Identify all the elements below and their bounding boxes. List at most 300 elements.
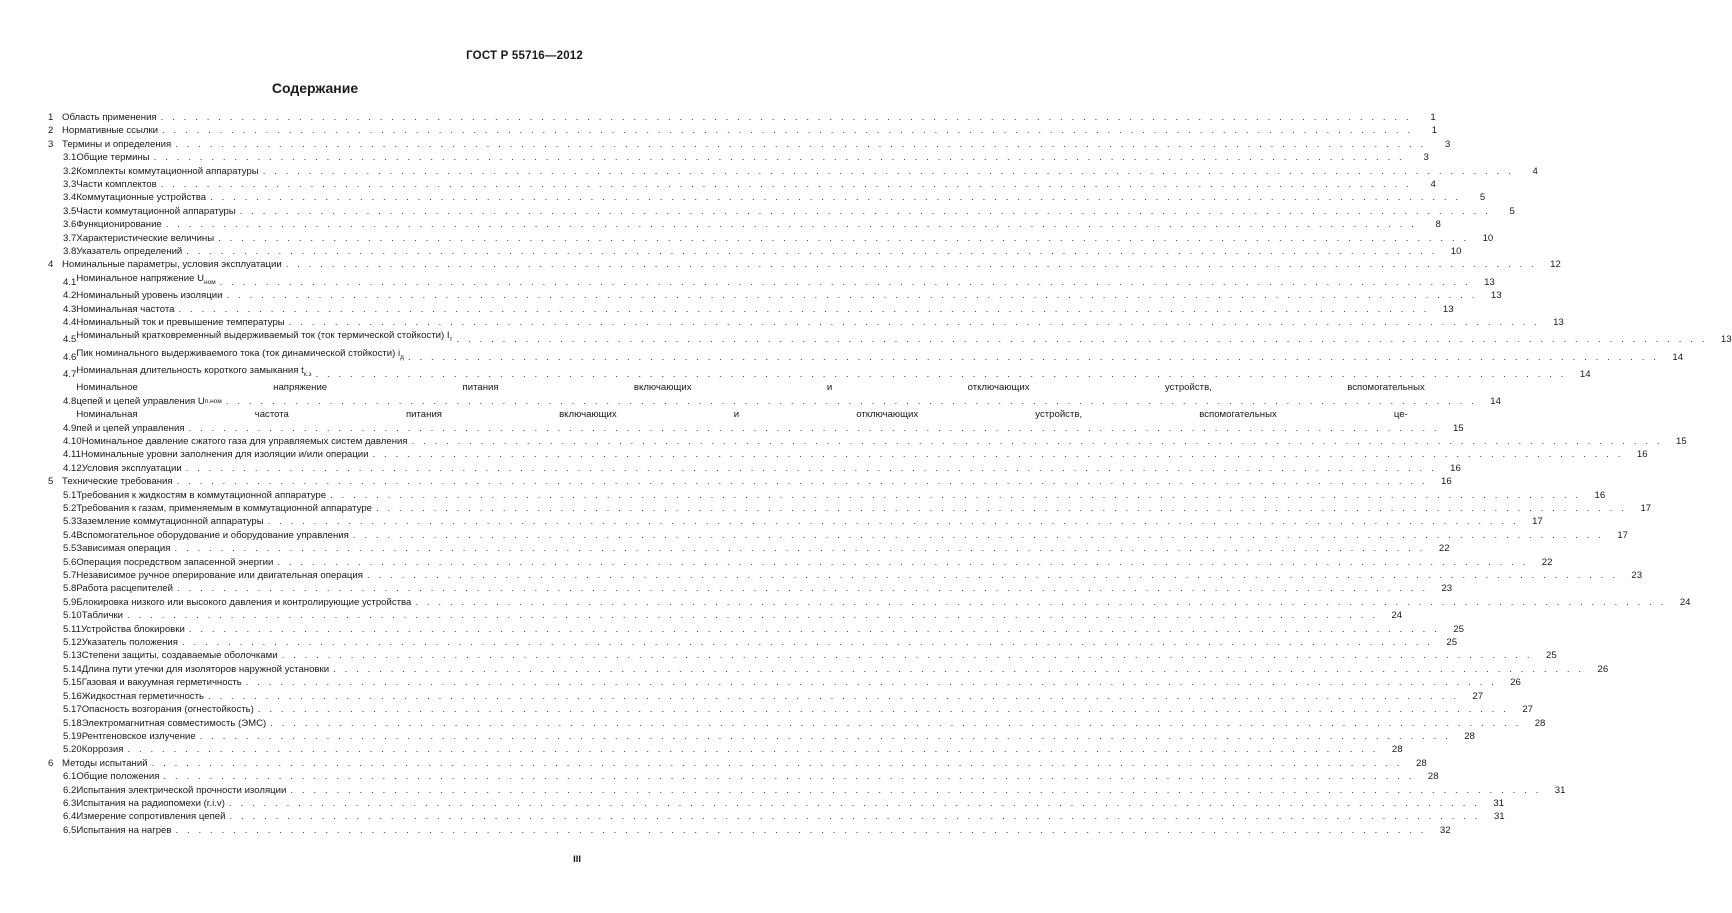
toc-entry-number: 5.19 [63,730,82,742]
toc-entry [48,151,1429,164]
toc-leader-dots [200,730,1451,743]
toc-entry-title-line2 [76,422,1464,435]
toc-entry-title [76,178,156,191]
toc-leader-dots [315,368,1566,381]
toc-entry-title [76,542,170,555]
toc-entry-page: 31 [1493,797,1505,809]
toc-entry-number: 5.16 [63,690,82,702]
toc-entry [48,676,1521,689]
toc-leader-dots [152,757,1403,770]
toc-entry-number: 6.3 [63,797,77,809]
page-number: III [573,854,581,865]
toc-entry-number: 6.4 [63,811,77,823]
toc-entry-title-text: Газовая и вакуумная герметичность [81,677,242,689]
toc-entry-title-line1: Номинальная частота питания включающих и отключающих устройств, вспомогательных це- [76,409,1408,421]
toc-entry-number: 5.14 [63,663,82,675]
toc-entry-title-text: Функционирование [76,219,162,231]
toc-entry-title [62,124,158,137]
toc-entry-title [62,757,148,770]
toc-entry-title [76,784,286,797]
toc-entry [48,232,1494,245]
toc-leader-dots [330,489,1581,502]
toc-entry-title [76,151,149,164]
toc-entry-title [76,272,215,289]
toc-entry-number: 4.9 [63,422,77,434]
toc-entry-title [76,569,363,582]
toc-entry-title [82,636,178,649]
toc-entry [48,542,1450,555]
toc-entry-page: 22 [1438,543,1450,555]
toc-entry-number: 5.10 [63,610,82,622]
toc-entry-page: 25 [1446,637,1458,649]
toc-entry-number: 3.6 [63,219,77,231]
toc-entry [48,475,1452,488]
toc-leader-dots [218,232,1469,245]
toc-leader-dots [161,178,1412,191]
toc-entry-title [82,609,123,622]
toc-entry-title-text: Коммутационные устройства [76,192,207,204]
toc-entry-title-line1: Номинальное напряжение питания включающих и отключающих устройств, вспомогательных [76,382,1425,394]
toc-leader-dots [408,351,1659,364]
toc-entry-title-text: Комплекты коммутационной аппаратуры [76,165,259,177]
toc-entry-page: 13 [1490,290,1502,302]
toc-entry [48,623,1464,636]
toc-leader-dots [186,462,1437,475]
toc-entry-title-text: Рентгеновское излучение [81,730,196,742]
toc-entry-title-text: Номинальная частота [76,303,175,315]
toc-leader-dots [277,556,1528,569]
toc-entry-title-text: Характеристические величины [76,232,215,244]
toc-entry [48,272,1495,289]
toc-entry-title-text: Номинальный ток и превышение температуры [76,317,285,328]
toc-entry-page: 17 [1532,516,1543,528]
toc-entry-title-text: Устройства блокировки [80,623,185,635]
toc-entry [48,165,1538,178]
toc-entry-title-text: Независимое ручное оперирование или двигательная операция [76,570,363,582]
toc-entry [48,303,1454,316]
toc-entry-title-line2 [76,395,1501,408]
toc-entry-title [62,138,171,151]
toc-entry-page: 23 [1631,570,1643,582]
toc-entry-page: 15 [1676,435,1687,447]
toc-entry-number: 6.2 [63,784,77,796]
toc-leader-dots [289,316,1540,329]
toc-leader-dots [456,333,1707,346]
toc-entry-number: 5.12 [63,637,82,649]
toc-entry-title-text: Испытания на радиопомехи (r.i.v) [76,797,225,809]
toc-title: Содержание [271,80,359,96]
toc-entry [48,757,1427,770]
toc-entry-page: 26 [1510,677,1521,689]
toc-entry-page: 28 [1391,744,1403,756]
toc-entry-title [76,582,173,595]
toc-entry [48,810,1505,823]
toc-entry-title-text: Методы испытаний [62,757,148,769]
toc-entry-number: 4.2 [63,290,77,302]
toc-entry-subscript: к.з [303,370,312,378]
toc-entry-title [76,810,225,823]
toc-leader-dots [178,303,1429,316]
toc-entry-title-text: Испытания электрической прочности изоляции [76,784,287,796]
toc-entry-title-text: Номинальный уровень изоляции [76,290,223,302]
toc-leader-dots [208,690,1459,703]
toc-entry-page: 13 [1484,276,1495,288]
toc-entry-number: 4.12 [63,462,82,474]
toc-entry-page: 4 [1430,179,1436,191]
toc-entry-number: 3 [48,138,54,150]
table-of-contents [48,111,1732,837]
toc-leader-dots [290,784,1541,797]
toc-entry [48,797,1505,810]
toc-entry-title [76,316,284,329]
toc-entry-page: 16 [1441,476,1452,488]
toc-entry-number: 5.20 [63,744,82,756]
toc-leader-dots [177,475,1428,488]
toc-entry-title-text: Зависимая операция [76,543,171,555]
toc-entry-title [76,770,159,783]
toc-entry-page: 27 [1522,704,1533,716]
toc-leader-dots [161,111,1412,124]
toc-entry-page: 24 [1679,596,1691,608]
toc-leader-dots [372,448,1623,461]
toc-entry-title [76,515,263,528]
toc-entry [48,218,1441,231]
toc-entry-multiline [48,381,1501,408]
toc-entry-number: 3.4 [63,192,77,204]
toc-entry-number: 4 [48,259,54,271]
toc-entry-page: 15 [1452,422,1464,434]
toc-entry-title-text: Испытания на нагрев [76,824,172,836]
toc-entry-number: 5.15 [63,677,82,689]
toc-entry [48,784,1566,797]
toc-entry-page: 10 [1450,246,1462,258]
toc-entry-number: 4.8 [63,395,77,407]
toc-entry-title-text: Номинальное давление сжатого газа для управляемых систем давления [81,435,408,447]
toc-entry-title [76,502,372,515]
toc-entry-page: 4 [1532,165,1538,177]
toc-entry [48,730,1475,743]
toc-leader-dots [282,649,1533,662]
toc-entry-page: 23 [1441,583,1453,595]
toc-entry [48,258,1561,271]
toc-entry-number: 5.9 [63,596,77,608]
toc-entry-title [62,111,157,124]
toc-entry-title-text: Номинальная длительность короткого замыкания t [76,365,304,377]
toc-entry-number: 2 [48,125,54,137]
toc-entry-page: 27 [1472,690,1484,702]
toc-entry-title [82,676,242,689]
toc-entry-page: 28 [1416,757,1427,769]
toc-leader-dots [177,582,1428,595]
toc-entry-page: 25 [1546,650,1557,662]
toc-entry-page: 22 [1541,556,1553,568]
toc-leader-dots [226,289,1477,302]
toc-entry-title-text: Вспомогательное оборудование и оборудование управления [76,529,349,541]
toc-entry-page: 1 [1431,125,1438,137]
toc-leader-dots [174,542,1425,555]
toc-entry [48,743,1403,756]
toc-entry-page: 14 [1579,368,1591,380]
toc-leader-dots [163,770,1414,783]
toc-entry-page: 16 [1636,449,1648,461]
toc-entry-title-text: Длина пути утечки для изоляторов наружной установки [81,663,330,675]
toc-entry-title [76,289,222,302]
toc-entry [48,824,1451,837]
toc-entry-number: 5.18 [63,717,82,729]
toc-entry-page: 17 [1617,529,1628,541]
toc-entry-page: 3 [1445,138,1451,150]
toc-entry-title-text: Измерение сопротивления цепей [76,811,226,823]
toc-entry-multiline [48,408,1464,435]
toc-entry-number: 5.11 [63,623,81,635]
toc-entry-page: 10 [1482,232,1494,244]
toc-entry-title-line2-text: цепей и цепей управления U [76,395,205,407]
toc-entry-number: 4.4 [63,317,77,328]
toc-entry-title-text: Указатель определений [76,246,183,258]
toc-leader-dots [263,165,1514,178]
toc-entry [48,770,1439,783]
toc-entry-title [62,475,173,488]
toc-entry-subscript: т [449,336,453,344]
toc-entry [48,529,1628,542]
toc-entry-number: 5 [48,476,54,488]
toc-entry-number: 6.5 [63,824,77,836]
toc-leader-dots [175,138,1426,151]
toc-entry-title [82,663,329,676]
toc-entry-number: 5.7 [63,570,77,582]
toc-entry [48,703,1533,716]
toc-entry-number: 5.3 [63,516,77,528]
toc-entry [48,245,1462,258]
toc-entry-title-text: Требования к жидкостям в коммутационной аппаратуре [76,489,327,501]
toc-entry-title [76,303,174,316]
toc-entry-page: 13 [1553,317,1564,328]
toc-entry-title-text: Нормативные ссылки [62,125,159,137]
toc-leader-dots [189,422,1440,435]
toc-entry-title-text: Части коммутационной аппаратуры [76,205,236,217]
toc-entry-number: 4.11 [63,449,81,461]
toc-entry-title [76,191,206,204]
toc-entry-title [76,232,214,245]
toc-entry-page: 31 [1493,811,1505,823]
toc-entry [48,178,1436,191]
toc-entry-page: 5 [1509,205,1515,217]
toc-entry-title-text: Требования к газам, применяемым в коммутационной аппаратуре [76,503,372,514]
toc-entry-number: 3.7 [63,232,77,244]
toc-entry [48,448,1648,461]
toc-entry-title [76,529,349,542]
toc-leader-dots [230,810,1481,823]
toc-entry-number: 4.6 [63,351,77,363]
toc-entry-title-text: Номинальный кратковременный выдерживаемый ток (ток термической стойкости) I [76,330,450,342]
toc-entry-number: 1 [48,112,54,123]
toc-entry [48,569,1643,582]
toc-entry-title-text: Номинальные уровни заполнения для изоляции и/или операции [80,449,369,461]
toc-entry-number: 6.1 [63,771,77,783]
toc-entry-title-text: Общие термины [76,152,150,164]
toc-entry-page: 1 [1430,112,1436,123]
toc-entry-title [76,245,182,258]
toc-entry-title-text: Жидкостная герметичность [81,690,204,702]
toc-entry [48,191,1486,204]
toc-entry [48,111,1436,124]
toc-entry-number: 5.1 [63,489,77,501]
toc-entry-title [76,165,258,178]
toc-entry-title-text: Опасность возгорания (огнестойкость) [81,704,254,716]
toc-entry-title [82,743,124,756]
toc-entry-number: 5.4 [63,529,77,541]
toc-entry-number: 4.3 [63,303,77,315]
toc-entry-title [82,717,267,730]
toc-entry [48,329,1732,346]
toc-entry [48,663,1609,676]
toc-entry-title-text: Технические требования [62,476,173,488]
toc-leader-dots [210,191,1461,204]
toc-leader-dots [186,245,1437,258]
toc-entry-page: 3 [1423,152,1429,164]
toc-entry-title [82,703,254,716]
toc-entry [48,609,1403,622]
toc-leader-dots [127,743,1378,756]
toc-leader-dots [189,623,1440,636]
toc-entry [48,138,1451,151]
toc-entry-title [76,329,452,346]
toc-leader-dots [154,151,1405,164]
toc-entry-page: 14 [1672,351,1684,363]
toc-entry-title-text: Заземление коммутационной аппаратуры [76,516,264,528]
toc-entry [48,515,1543,528]
toc-entry [48,649,1557,662]
toc-entry-page: 14 [1490,395,1501,407]
toc-entry-body [76,408,1464,435]
toc-entry-title [81,623,185,636]
toc-entry-title-text: Степени защиты, создаваемые оболочками [81,650,278,662]
toc-leader-dots [286,258,1537,271]
toc-leader-dots [175,824,1426,837]
toc-entry-title-text: Работа расцепителей [76,583,174,595]
toc-entry-number: 3.3 [63,179,77,191]
toc-entry-title [76,218,161,231]
toc-entry [48,690,1484,703]
toc-entry [48,316,1564,329]
toc-entry-title [76,797,225,810]
toc-entry-number: 5.8 [63,583,77,595]
toc-entry-page: 5 [1479,192,1486,204]
toc-leader-dots [220,276,1471,289]
toc-entry-number: 4.10 [63,435,82,447]
toc-entry-number: 4.7 [63,368,77,380]
toc-entry-title [81,448,368,461]
toc-leader-dots [226,395,1477,408]
toc-entry-subscript: п.ном [204,397,222,405]
toc-entry-number: 5.2 [63,503,77,514]
toc-entry-page: 26 [1597,663,1609,675]
toc-entry-title-text: Таблички [81,610,124,622]
toc-entry-page: 13 [1720,334,1732,346]
toc-entry-page: 28 [1534,717,1546,729]
toc-entry-page: 12 [1550,259,1561,271]
toc-leader-dots [240,205,1491,218]
toc-leader-dots [162,124,1413,137]
toc-leader-dots [270,717,1521,730]
toc-entry-page: 32 [1439,824,1451,836]
toc-entry-page: 28 [1464,730,1475,742]
toc-leader-dots [415,596,1666,609]
toc-entry-page: 13 [1442,303,1454,315]
toc-entry-title [76,596,411,609]
document-code: ГОСТ Р 55716—2012 [466,50,583,62]
toc-entry-title-text: Общие положения [76,771,160,783]
toc-entry-title-text: Пик номинального выдерживаемого тока (ток динамической стойкости) i [76,347,401,359]
toc-entry-page: 16 [1594,489,1606,501]
toc-entry [48,462,1461,475]
toc-entry-title-line2-text: пей и цепей управления [76,422,185,434]
toc-entry-number: 3.1 [63,152,77,164]
toc-entry-title [76,489,326,502]
toc-entry-page: 24 [1391,610,1403,622]
toc-entry-title [82,690,204,703]
toc-entry-number: 3.8 [63,246,77,258]
toc-entry-title-text: Блокировка низкого или высокого давления и контролирующие устройства [76,596,412,608]
toc-entry-title [76,556,273,569]
toc-entry-title [82,435,408,448]
toc-entry-title [76,364,311,381]
toc-entry-page: 8 [1435,219,1441,231]
toc-entry-title-text: Указатель положения [81,637,178,649]
toc-entry [48,717,1546,730]
toc-leader-dots [246,676,1497,689]
toc-entry [48,596,1691,609]
toc-entry-subscript: д [400,353,404,361]
toc-entry [48,489,1606,502]
toc-entry-body [76,381,1501,408]
toc-entry-number: 3.5 [63,205,77,217]
toc-entry [48,502,1652,515]
toc-entry-title-text: Операция посредством запасенной энергии [76,556,274,568]
toc-entry-title-text: Область применения [62,112,157,123]
toc-entry [48,556,1553,569]
toc-leader-dots [367,569,1618,582]
toc-entry-title [82,649,278,662]
toc-entry [48,364,1591,381]
toc-entry-number: 5.17 [63,704,82,716]
toc-entry-title [76,347,404,364]
toc-leader-dots [127,609,1378,622]
toc-entry-title [62,258,282,271]
toc-entry-page: 31 [1554,784,1566,796]
toc-leader-dots [333,663,1584,676]
toc-entry-title-text: Номинальное напряжение U [76,272,205,284]
toc-entry-page: 16 [1450,462,1461,474]
toc-leader-dots [376,502,1627,515]
toc-entry [48,435,1687,448]
toc-entry-title [76,205,235,218]
toc-entry-title-text: Условия эксплуатации [81,462,182,474]
toc-entry-page: 17 [1640,503,1652,514]
toc-entry [48,289,1502,302]
toc-entry-title-text: Электромагнитная совместимость (ЭМС) [81,717,267,729]
toc-entry-subscript: ном [204,278,216,286]
toc-entry-title-text: Номинальные параметры, условия эксплуатации [62,259,282,271]
toc-leader-dots [166,218,1417,231]
toc-entry [48,347,1684,364]
toc-leader-dots [182,636,1433,649]
toc-entry-number: 4.5 [63,334,77,346]
toc-entry-number: 4.1 [63,276,77,288]
toc-entry-page: 25 [1453,623,1464,635]
toc-entry-title [76,824,171,837]
toc-entry-title-text: Части комплектов [76,179,157,191]
